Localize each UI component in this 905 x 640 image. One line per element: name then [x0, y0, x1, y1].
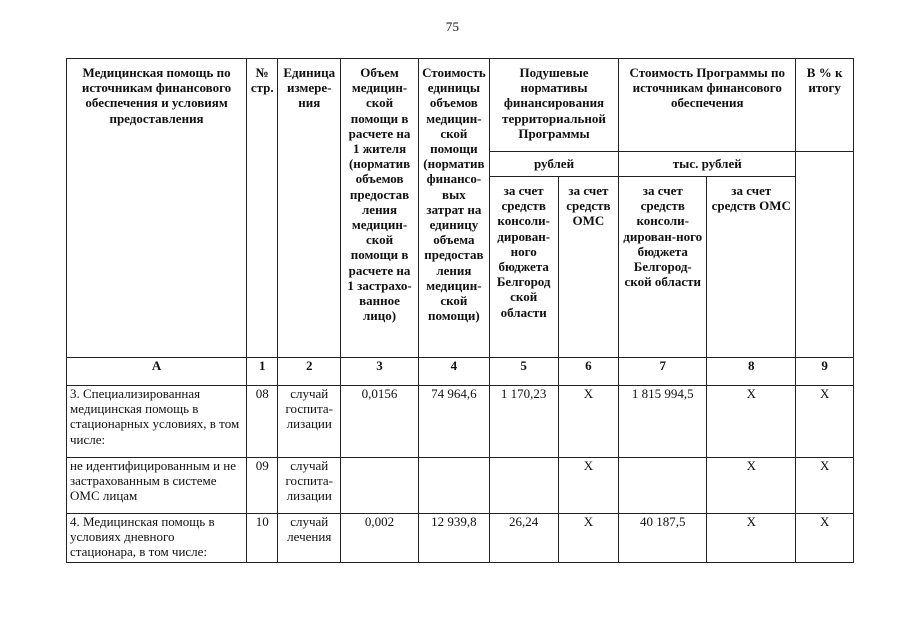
header-unit-thous-rub: тыс. рублей	[619, 152, 796, 177]
row-unit-cost	[418, 458, 489, 514]
header-col-8: за счет средств ОМС	[707, 177, 796, 358]
row-name: 4. Медицинская помощь в условиях дневного стационара, в том числе:	[67, 514, 247, 563]
index-cell: 5	[489, 358, 558, 386]
row-unit: случай лечения	[278, 514, 341, 563]
header-col-6: за счет средств ОМС	[558, 177, 619, 358]
financing-table	[66, 58, 854, 563]
header-col-1: № стр.	[247, 59, 278, 358]
row-cost-budget: 1 815 994,5	[619, 386, 707, 458]
header-col-5: за счет средств консоли-дирован-ного бюджета Белгород ской области	[489, 177, 558, 358]
row-cost-oms: Х	[707, 514, 796, 563]
row-percent: Х	[796, 514, 854, 563]
row-unit-cost: 74 964,6	[418, 386, 489, 458]
header-col-4: Стоимость единицы объемов медицин-ской помощи (норматив финансо-вых затрат на единицу объема предостав ления медицин-ской помощи)	[418, 59, 489, 358]
row-volume	[341, 458, 419, 514]
row-cost-oms: Х	[707, 458, 796, 514]
row-line-number: 08	[247, 386, 278, 458]
index-cell: 1	[247, 358, 278, 386]
header-col-9: В % к итогу	[796, 59, 854, 152]
row-cost-oms: Х	[707, 386, 796, 458]
index-cell: 7	[619, 358, 707, 386]
header-unit-rub: рублей	[489, 152, 618, 177]
header-col-3: Объем медицин-ской помощи в расчете на 1 жителя (норматив объемов предостав ления медицин-ской помощи в расчете на 1 застрахо-ванное лицо)	[341, 59, 419, 358]
row-per-capita-budget: 26,24	[489, 514, 558, 563]
row-unit: случай госпита-лизации	[278, 458, 341, 514]
row-name: не идентифицированным и не застрахованным в системе ОМС лицам	[67, 458, 247, 514]
index-cell: 6	[558, 358, 619, 386]
header-col-a: Медицинская помощь по источникам финансового обеспечения и условиям предоставления	[67, 59, 247, 358]
index-cell: 9	[796, 358, 854, 386]
index-cell: 3	[341, 358, 419, 386]
header-col-7: за счет средств консоли-дирован-ного бюджета Белгород-ской области	[619, 177, 707, 358]
header-group-cost: Стоимость Программы по источникам финансового обеспечения	[619, 59, 796, 152]
row-per-capita-budget: 1 170,23	[489, 386, 558, 458]
row-unit-cost: 12 939,8	[418, 514, 489, 563]
table-row	[67, 386, 854, 458]
index-cell: 8	[707, 358, 796, 386]
column-index-row	[67, 358, 854, 386]
table-row	[67, 458, 854, 514]
index-cell: 2	[278, 358, 341, 386]
row-per-capita-oms: Х	[558, 386, 619, 458]
header-col-2: Единица измере-ния	[278, 59, 341, 358]
row-percent: Х	[796, 458, 854, 514]
row-per-capita-oms: Х	[558, 458, 619, 514]
row-per-capita-budget	[489, 458, 558, 514]
row-unit: случай госпита-лизации	[278, 386, 341, 458]
header-col-9-blank	[796, 152, 854, 358]
index-cell: 4	[418, 358, 489, 386]
index-cell: А	[67, 358, 247, 386]
row-percent: Х	[796, 386, 854, 458]
row-line-number: 10	[247, 514, 278, 563]
row-cost-budget: 40 187,5	[619, 514, 707, 563]
header-group-per-capita: Подушевые нормативы финансирования территориальной Программы	[489, 59, 618, 152]
row-name: 3. Специализированная медицинская помощь в стационарных условиях, в том числе:	[67, 386, 247, 458]
table-row	[67, 514, 854, 563]
page-number: 75	[445, 19, 460, 34]
row-cost-budget	[619, 458, 707, 514]
row-volume: 0,0156	[341, 386, 419, 458]
row-volume: 0,002	[341, 514, 419, 563]
row-line-number: 09	[247, 458, 278, 514]
row-per-capita-oms: Х	[558, 514, 619, 563]
